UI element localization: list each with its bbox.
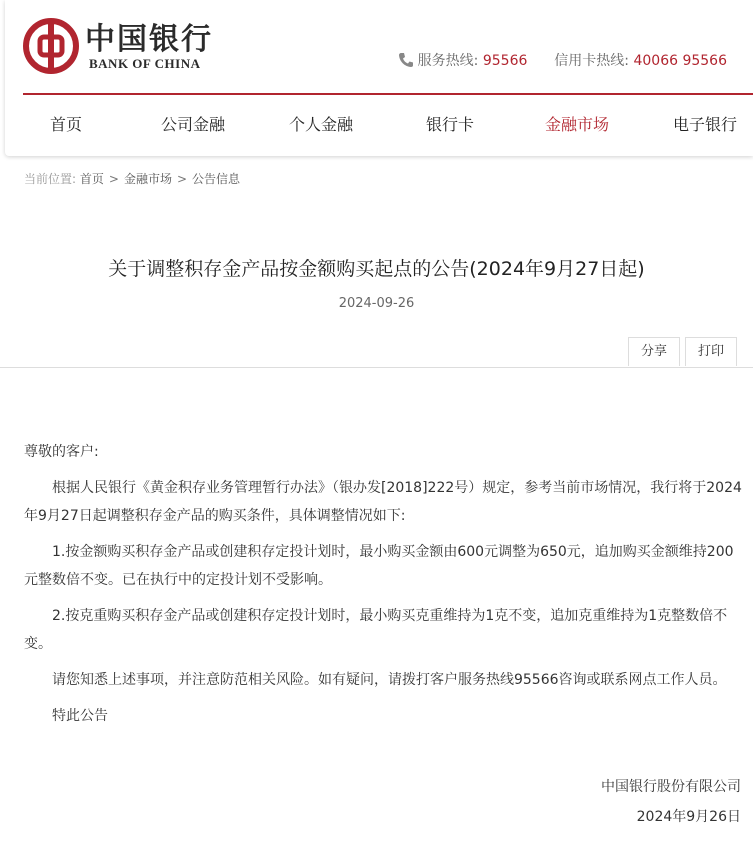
print-button[interactable]: 打印 bbox=[685, 337, 737, 366]
breadcrumb-separator: > bbox=[176, 172, 188, 186]
greeting: 尊敬的客户: bbox=[24, 444, 99, 460]
header-divider bbox=[23, 93, 753, 95]
paragraph: 根据人民银行《黄金积存业务管理暂行办法》（银办发[2018]222号）规定，参考当前市场情况，我行将于2024年9月27日起调整积存金产品的购买条件，具体调整情况如下: bbox=[24, 480, 742, 524]
article-body bbox=[24, 438, 742, 738]
nav-item-home[interactable]: 首页 bbox=[50, 115, 83, 134]
breadcrumb-item-financial-markets[interactable]: 金融市场 bbox=[123, 172, 172, 186]
breadcrumb-item-home[interactable]: 首页 bbox=[79, 172, 104, 186]
brand-name-cn[interactable]: 中国银行 bbox=[85, 22, 213, 57]
breadcrumb-prefix: 当前位置: bbox=[24, 172, 77, 186]
closing-line: 特此公告 bbox=[52, 708, 108, 724]
site-header bbox=[5, 0, 753, 156]
nav-item-financial-markets[interactable]: 金融市场 bbox=[545, 115, 610, 134]
nav-item-ebanking[interactable]: 电子银行 bbox=[673, 115, 738, 134]
article-date: 2024-09-26 bbox=[338, 296, 415, 311]
paragraph: 请您知悉上述事项，并注意防范相关风险。如有疑问，请拨打客户服务热线95566咨询或联系网点工作人员。 bbox=[52, 672, 727, 688]
breadcrumb-item-announcements[interactable]: 公告信息 bbox=[192, 172, 241, 186]
brand-name-en[interactable]: BANK OF CHINA bbox=[89, 56, 201, 71]
card-hotline-label: 信用卡热线: bbox=[554, 53, 630, 69]
signature-date: 2024年9月26日 bbox=[636, 809, 741, 825]
content-divider bbox=[0, 367, 753, 368]
signature-org: 中国银行股份有限公司 bbox=[601, 779, 741, 795]
article-title: 关于调整积存金产品按金额购买起点的公告(2024年9月27日起) bbox=[108, 258, 645, 280]
breadcrumb bbox=[24, 170, 240, 187]
hotlines bbox=[398, 50, 727, 70]
nav-item-corporate[interactable]: 公司金融 bbox=[161, 115, 226, 134]
phone-icon bbox=[398, 52, 414, 68]
service-hotline-number[interactable]: 95566 bbox=[482, 53, 528, 69]
card-hotline-number[interactable]: 40066 95566 bbox=[633, 53, 727, 69]
service-hotline-label: 服务热线: bbox=[417, 53, 479, 69]
paragraph: 2.按克重购买积存金产品或创建积存定投计划时，最小购买克重维持为1克不变，追加克重维持为1克整数倍不变。 bbox=[24, 608, 728, 652]
share-button[interactable]: 分享 bbox=[628, 337, 680, 366]
nav-item-cards[interactable]: 银行卡 bbox=[426, 115, 475, 134]
article-tools bbox=[623, 337, 737, 367]
paragraph: 1.按金额购买积存金产品或创建积存定投计划时，最小购买金额由600元调整为650元，追加购买金额维持200元整数倍不变。已在执行中的定投计划不受影响。 bbox=[24, 544, 734, 588]
main-nav bbox=[5, 96, 753, 156]
nav-item-personal[interactable]: 个人金融 bbox=[289, 115, 354, 134]
breadcrumb-separator: > bbox=[108, 172, 119, 186]
bank-of-china-logo-icon[interactable] bbox=[23, 18, 79, 74]
